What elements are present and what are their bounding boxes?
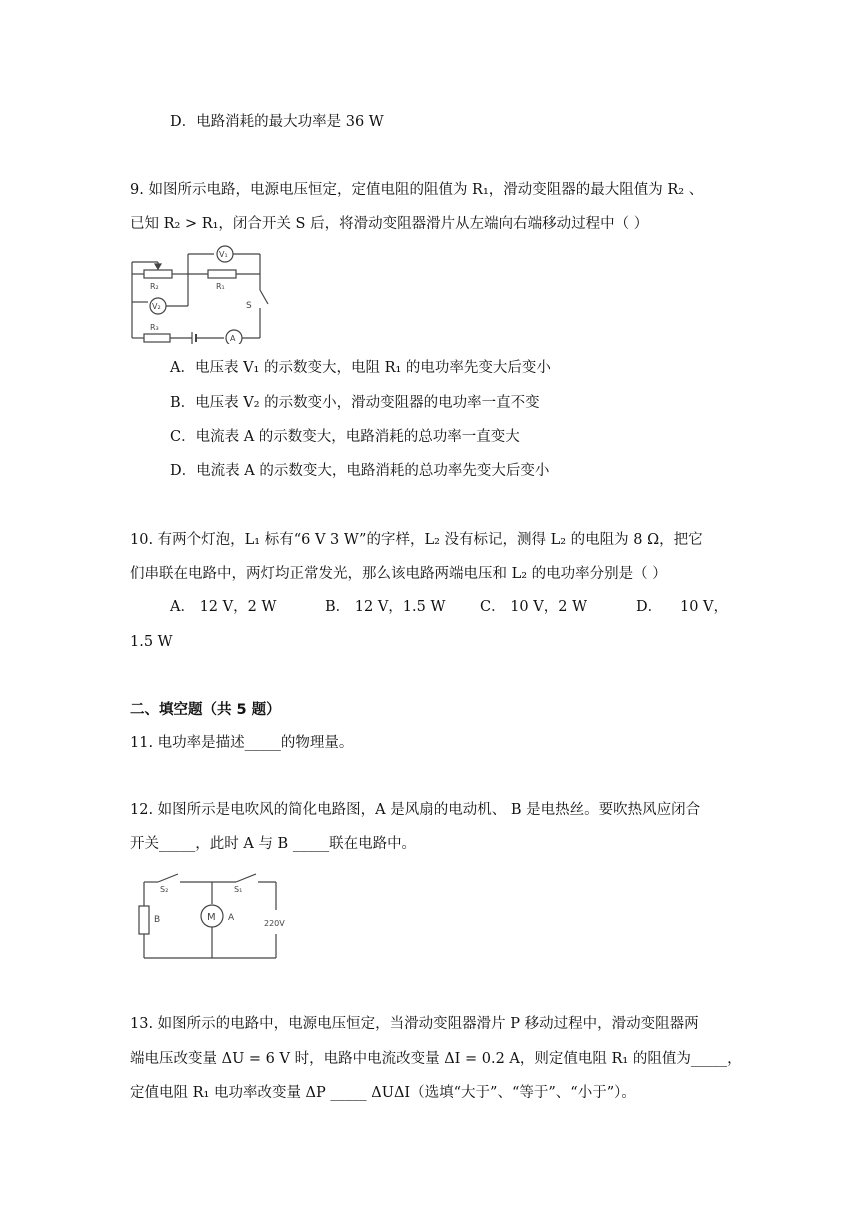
q13-stem-line-3: 定值电阻 R₁ 电功率改变量 ΔP _____ ΔUΔI（选填“大于”、“等于”、“小于”）。 bbox=[130, 1085, 636, 1101]
q8-option-d: D．电路消耗的最大功率是 36 W bbox=[170, 114, 384, 130]
q12-label-a: A bbox=[228, 913, 235, 923]
q9-label-v1: V₁ bbox=[219, 250, 228, 259]
q12-label-m: M bbox=[207, 912, 216, 923]
q12-circuit-diagram bbox=[136, 870, 300, 964]
q9-stem-line-1: 9. 如图所示电路，电源电压恒定，定值电阻的阻值为 R₁，滑动变阻器的最大阻值为 R₂ 、 bbox=[130, 182, 704, 198]
q10-option-b: B． 12 V，1.5 W bbox=[325, 599, 446, 615]
q12-label-b: B bbox=[154, 915, 161, 925]
q12-label-voltage: 220V bbox=[264, 919, 285, 928]
q13-stem-line-2: 端电压改变量 ΔU = 6 V 时，电路中电流改变量 ΔI = 0.2 A，则定值电阻 R₁ 的阻值为_____， bbox=[130, 1051, 742, 1067]
q10-stem-line-2: 们串联在电路中，两灯均正常发光，那么该电路两端电压和 L₂ 的电功率分别是（ ） bbox=[130, 566, 667, 582]
q10-option-a: A． 12 V，2 W bbox=[170, 599, 277, 615]
q13-stem-line-1: 13. 如图所示的电路中，电源电压恒定，当滑动变阻器滑片 P 移动过程中，滑动变阻器两 bbox=[130, 1016, 699, 1032]
q9-label-v2: V₂ bbox=[152, 302, 161, 311]
q9-label-a: A bbox=[230, 334, 236, 343]
q9-option-d: D．电流表 A 的示数变大，电路消耗的总功率先变大后变小 bbox=[170, 463, 550, 479]
q9-option-a: A．电压表 V₁ 的示数变大，电阻 R₁ 的电功率先变大后变小 bbox=[170, 360, 551, 376]
q9-label-s: S bbox=[246, 301, 252, 311]
q9-option-b: B．电压表 V₂ 的示数变小，滑动变阻器的电功率一直不变 bbox=[170, 395, 540, 411]
q11-text: 11. 电功率是描述_____的物理量。 bbox=[130, 735, 354, 751]
section-title: 二、填空题（共 5 题） bbox=[130, 702, 281, 718]
q9-label-r2: R₂ bbox=[150, 282, 159, 291]
q12-label-s2: S₂ bbox=[160, 885, 169, 894]
q10-option-d-wrap: 1.5 W bbox=[130, 634, 173, 650]
q9-stem-line-2: 已知 R₂ > R₁，闭合开关 S 后，将滑动变阻器滑片从左端向右端移动过程中（ ） bbox=[130, 216, 649, 232]
q10-stem-line-1: 10. 有两个灯泡，L₁ 标有“6 V 3 W”的字样，L₂ 没有标记，测得 L₂ 的电阻为 8 Ω，把它 bbox=[130, 532, 703, 548]
q9-option-c: C．电流表 A 的示数变大，电路消耗的总功率一直变大 bbox=[170, 429, 520, 445]
q12-label-s1: S₁ bbox=[234, 885, 243, 894]
q12-stem-line-1: 12. 如图所示是电吹风的简化电路图，A 是风扇的电动机、 B 是电热丝。要吹热风应闭合 bbox=[130, 802, 701, 818]
q9-label-r3: R₃ bbox=[150, 323, 159, 332]
q9-circuit-diagram bbox=[126, 244, 276, 344]
q10-option-c: C． 10 V，2 W bbox=[480, 599, 587, 615]
q10-option-d-label: D． bbox=[636, 599, 663, 615]
q9-label-r1: R₁ bbox=[216, 282, 225, 291]
q10-option-d-value: 10 V， bbox=[680, 599, 729, 615]
q12-stem-line-2: 开关_____，此时 A 与 B _____联在电路中。 bbox=[130, 836, 417, 852]
